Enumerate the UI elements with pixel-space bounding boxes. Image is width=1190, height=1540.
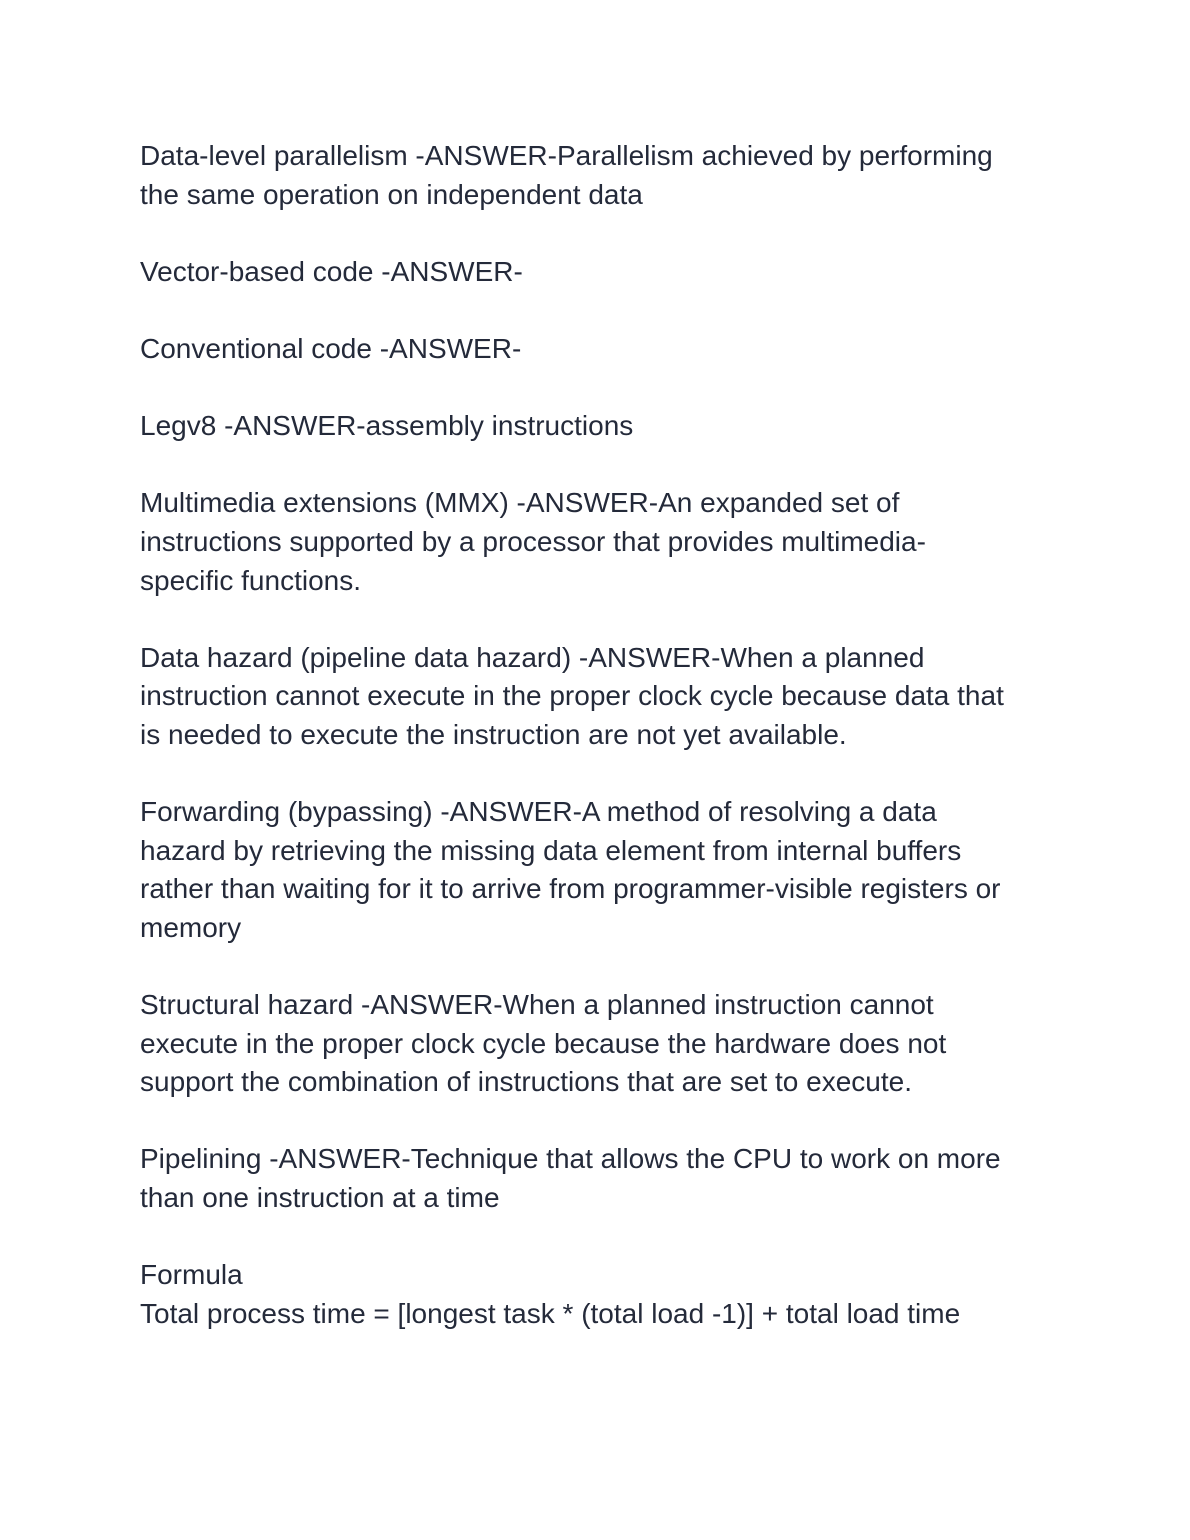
entry-line: instruction cannot execute in the proper clock cycle because data that	[140, 680, 1004, 712]
entry-line: specific functions.	[140, 564, 361, 596]
formula-text: Total process time = [longest task * (total load -1)] + total load time	[140, 1297, 961, 1329]
entry-line: Conventional code -ANSWER-	[140, 332, 522, 364]
entry-legv8	[140, 407, 1050, 446]
entry-line: Legv8 -ANSWER-assembly instructions	[140, 410, 634, 442]
entry-vector-based-code	[140, 253, 1050, 292]
entry-line: Data hazard (pipeline data hazard) -ANSWER-When a planned	[140, 641, 925, 673]
entry-conventional-code	[140, 330, 1050, 369]
entry-line: than one instruction at a time	[140, 1182, 500, 1214]
entry-pipelining	[140, 1140, 1050, 1217]
entry-line: Forwarding (bypassing) -ANSWER-A method of resolving a data	[140, 796, 937, 828]
entry-data-level-parallelism	[140, 137, 1050, 214]
entry-line: the same operation on independent data	[140, 178, 643, 210]
entry-line: Vector-based code -ANSWER-	[140, 255, 523, 287]
formula-heading: Formula	[140, 1259, 243, 1291]
entry-line: instructions supported by a processor that provides multimedia-	[140, 525, 926, 557]
entry-line: Data-level parallelism -ANSWER-Parallelism achieved by performing	[140, 140, 993, 171]
entry-line: execute in the proper clock cycle because the hardware does not	[140, 1027, 947, 1059]
document-body	[140, 137, 1050, 1372]
entry-line: Multimedia extensions (MMX) -ANSWER-An expanded set of	[140, 487, 900, 519]
entry-forwarding	[140, 793, 1050, 947]
entry-line: memory	[140, 911, 242, 943]
entry-line: rather than waiting for it to arrive from programmer-visible registers or	[140, 873, 1001, 905]
entry-line: Pipelining -ANSWER-Technique that allows the CPU to work on more	[140, 1143, 1001, 1175]
entry-multimedia-extensions	[140, 484, 1050, 600]
entry-structural-hazard	[140, 986, 1050, 1102]
entry-formula	[140, 1256, 1050, 1333]
entry-line: Structural hazard -ANSWER-When a planned instruction cannot	[140, 989, 934, 1021]
entry-line: is needed to execute the instruction are not yet available.	[140, 718, 847, 750]
entry-line: hazard by retrieving the missing data element from internal buffers	[140, 834, 962, 866]
entry-line: support the combination of instructions that are set to execute.	[140, 1066, 912, 1098]
entry-data-hazard	[140, 639, 1050, 755]
